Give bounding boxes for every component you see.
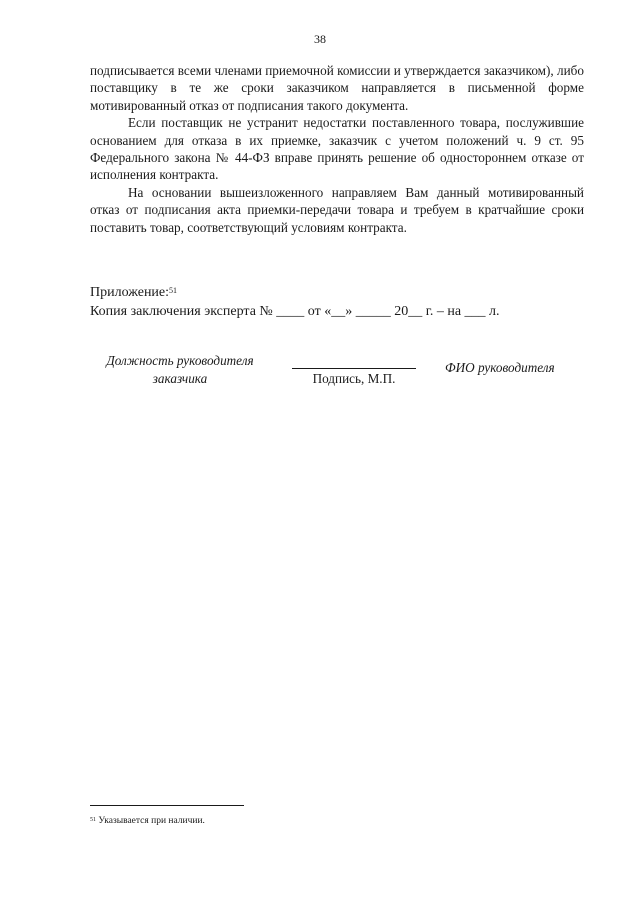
signatory-position-line1: Должность руководителя bbox=[106, 353, 254, 368]
footnote-divider bbox=[90, 805, 244, 806]
body-text bbox=[90, 62, 584, 236]
paragraph-refusal-statement: На основании вышеизложенного направляем Вам данный мотивированный отказ от подписания акта приемки-передачи товара и требуем в кратчайшие сроки поставить товар, соответствующий условиям контракта. bbox=[90, 184, 584, 235]
signature-line bbox=[292, 368, 416, 369]
attachment-label: Приложение: bbox=[90, 285, 170, 300]
attachment-heading bbox=[90, 283, 584, 302]
attachment-expert-copy-line: Копия заключения эксперта № ____ от «__» _____ 20__ г. – на ___ л. bbox=[90, 304, 500, 319]
footnote bbox=[90, 815, 584, 827]
signatory-name-label: ФИО руководителя bbox=[445, 360, 555, 375]
paragraph-supplier-defects: Если поставщик не устранит недостатки поставленного товара, послужившие основанием для отказа в их приемке, заказчик с учетом положений ч. 9 ст. 95 Федерального закона № 44-ФЗ вправе принять решение об одностороннем отказе от исполнения контракта. bbox=[90, 115, 584, 183]
signature-block bbox=[90, 352, 584, 402]
footnote-number: 51 bbox=[90, 817, 96, 823]
page-number: 38 bbox=[314, 32, 326, 46]
footnote-reference: 51 bbox=[169, 286, 178, 295]
attachment-section bbox=[90, 283, 584, 321]
signatory-position bbox=[90, 352, 270, 388]
paragraph-continuation: подписывается всеми членами приемочной комиссии и утверждается заказчиком), либо поставщику в те же сроки заказчиком направляется в письменной форме мотивированный отказ от подписания такого документа. bbox=[90, 63, 584, 113]
signatory-position-line2: заказчика bbox=[152, 371, 208, 386]
footnote-text: Указывается при наличии. bbox=[98, 816, 205, 826]
signature-field bbox=[290, 352, 418, 387]
signature-caption: Подпись, М.П. bbox=[312, 371, 396, 386]
